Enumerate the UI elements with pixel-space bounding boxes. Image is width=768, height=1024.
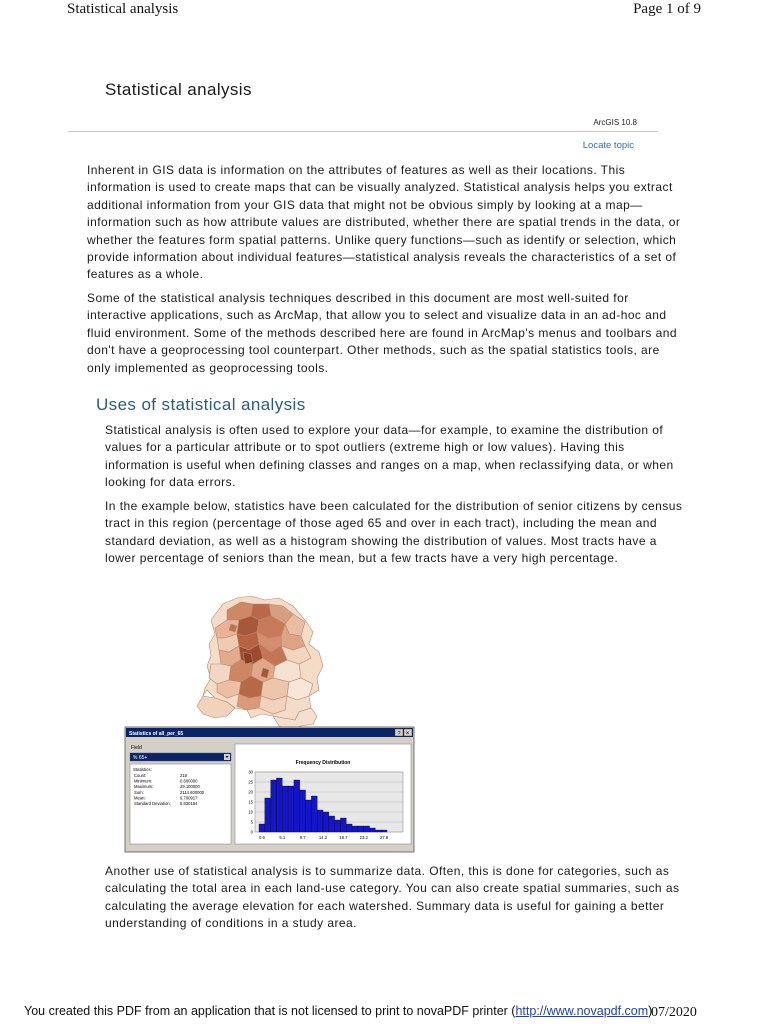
help-icon: ? xyxy=(397,731,401,737)
stat-key: Count: xyxy=(134,773,147,778)
stat-value: 5.630164 xyxy=(180,801,198,806)
chart-title: Frequency Distribution xyxy=(295,760,351,766)
statistics-figure xyxy=(123,592,416,854)
x-tick-label: 5.1 xyxy=(279,835,286,840)
field-label: Field xyxy=(131,745,142,751)
histogram-bar xyxy=(364,826,370,832)
stat-key: Mean: xyxy=(134,795,146,801)
histogram-bar xyxy=(276,778,282,832)
section-paragraph-3: Another use of statistical analysis is to summarize data. Often, this is done for categories, such as calculating the total area in each land-use category. You can also create spatial summaries, such as calculating the average elevation for each watershed. Summary data is useful for gaining a better understanding of conditions in a study area. xyxy=(105,864,680,931)
histogram-bar xyxy=(323,812,329,832)
histogram-bar xyxy=(335,820,341,832)
y-tick-label: 10 xyxy=(248,809,253,815)
footer-date: 07/2020 xyxy=(651,1005,697,1020)
x-tick-label: 23.2 xyxy=(359,835,368,840)
section-heading: Uses of statistical analysis xyxy=(96,395,306,414)
footer-text: You created this PDF from an application that is not licensed to print to novaPDF printer ( xyxy=(24,1004,516,1018)
stat-key: Minimum: xyxy=(134,778,153,784)
x-tick-label: 27.8 xyxy=(380,835,389,840)
intro-paragraph-1: Inherent in GIS data is information on the attributes of features as well as their locations. This information is used to create maps that can be visually analyzed. Statistical analysis helps you extract additional information from your GIS data that might not be obvious simply by looking at a map—information such as how attribute values are distributed, whether there are spatial trends in the data, or whether the features form spatial patterns. Unlike query functions—such as identify or selection, which provide information about individual features—statistical analysis reveals the characteristics of a set of features as a whole. xyxy=(87,163,681,282)
version-label: ArcGIS 10.8 xyxy=(593,118,637,127)
statistics-figure-svg xyxy=(123,592,416,854)
histogram-bar xyxy=(294,780,300,832)
histogram-bar xyxy=(329,816,335,832)
histogram-bar xyxy=(311,796,317,832)
section-paragraph-2: In the example below, statistics have been calculated for the distribution of senior citizens by census tract in this region (percentage of those aged 65 and over in each tract), including the mean and standard deviation, as well as a histogram showing the distribution of values. Most tracts have a lower percentage of seniors than the mean, but a few tracts have a very high percentage. xyxy=(105,499,683,566)
y-tick-label: 20 xyxy=(248,789,253,795)
histogram-bar xyxy=(370,828,376,832)
title-divider xyxy=(68,131,658,132)
section-paragraph-1: Statistical analysis is often used to explore your data—for example, to examine the distribution of values for a particular attribute or to spot outliers (extreme high or low values). Having this information is useful when defining classes and ranges on a map, when reclassifying data, or when looking for data errors. xyxy=(105,423,674,490)
histogram-bar xyxy=(265,798,271,832)
stat-key: Maximum: xyxy=(134,784,154,790)
histogram-bar xyxy=(346,824,352,832)
histogram-bar xyxy=(288,786,294,832)
stat-value: 2114.600000 xyxy=(180,789,205,795)
page-number: Page 1 of 9 xyxy=(633,1,701,17)
histogram-bar xyxy=(282,786,288,832)
histogram-bar xyxy=(340,818,346,832)
intro-paragraph-2: Some of the statistical analysis techniques described in this document are most well-suited for interactive applications, such as ArcMap, that allow you to select and visualize data in an ad-hoc and fluid environment. Some of the methods described here are found in ArcMap's menus and toolbars and don't have a geoprocessing tool counterpart. Other methods, such as the spatial statistics tools, are only implemented as geoprocessing tools. xyxy=(87,291,678,375)
y-tick-label: 15 xyxy=(248,799,253,805)
x-tick-label: 0.6 xyxy=(258,835,265,840)
x-tick-label: 18.7 xyxy=(339,835,348,840)
stat-value: 0.600000 xyxy=(180,778,198,784)
dialog-title: Statistics of all_per_65 xyxy=(129,731,184,737)
page-title: Statistical analysis xyxy=(105,80,252,99)
histogram-bar xyxy=(259,824,265,832)
stat-key: Sum: xyxy=(134,789,144,795)
novapdf-link[interactable]: http://www.novapdf.com xyxy=(515,1004,649,1018)
y-tick-label: 30 xyxy=(248,769,253,775)
statistics-dialog xyxy=(125,727,414,852)
field-select-value: % 65+ xyxy=(133,755,148,761)
histogram-bar xyxy=(300,790,306,832)
histogram-bar xyxy=(306,800,312,832)
histogram-bar xyxy=(352,826,358,832)
y-tick-label: 5 xyxy=(250,819,253,825)
locate-topic-link[interactable]: Locate topic xyxy=(582,140,634,151)
y-tick-label: 0 xyxy=(250,829,253,835)
stat-value: 218 xyxy=(180,773,187,778)
stat-value: 9.700917 xyxy=(180,795,198,801)
histogram-bar xyxy=(381,830,387,832)
x-tick-label: 9.7 xyxy=(299,835,306,840)
statistics-label: Statistics: xyxy=(133,767,152,772)
histogram-bar xyxy=(271,780,277,832)
y-tick-label: 25 xyxy=(248,779,253,785)
stat-value: 29.100000 xyxy=(180,784,200,790)
running-header-title: Statistical analysis xyxy=(67,1,179,17)
stat-key: Standard Deviation: xyxy=(134,801,171,806)
x-tick-label: 14.2 xyxy=(318,835,328,840)
histogram-bar xyxy=(358,826,364,832)
close-icon: × xyxy=(405,730,410,737)
footer-text-end: ) xyxy=(648,1004,653,1018)
frequency-histogram xyxy=(248,770,403,841)
footer-notice xyxy=(24,1004,652,1018)
histogram-bar xyxy=(375,830,381,832)
histogram-bar xyxy=(317,810,323,832)
